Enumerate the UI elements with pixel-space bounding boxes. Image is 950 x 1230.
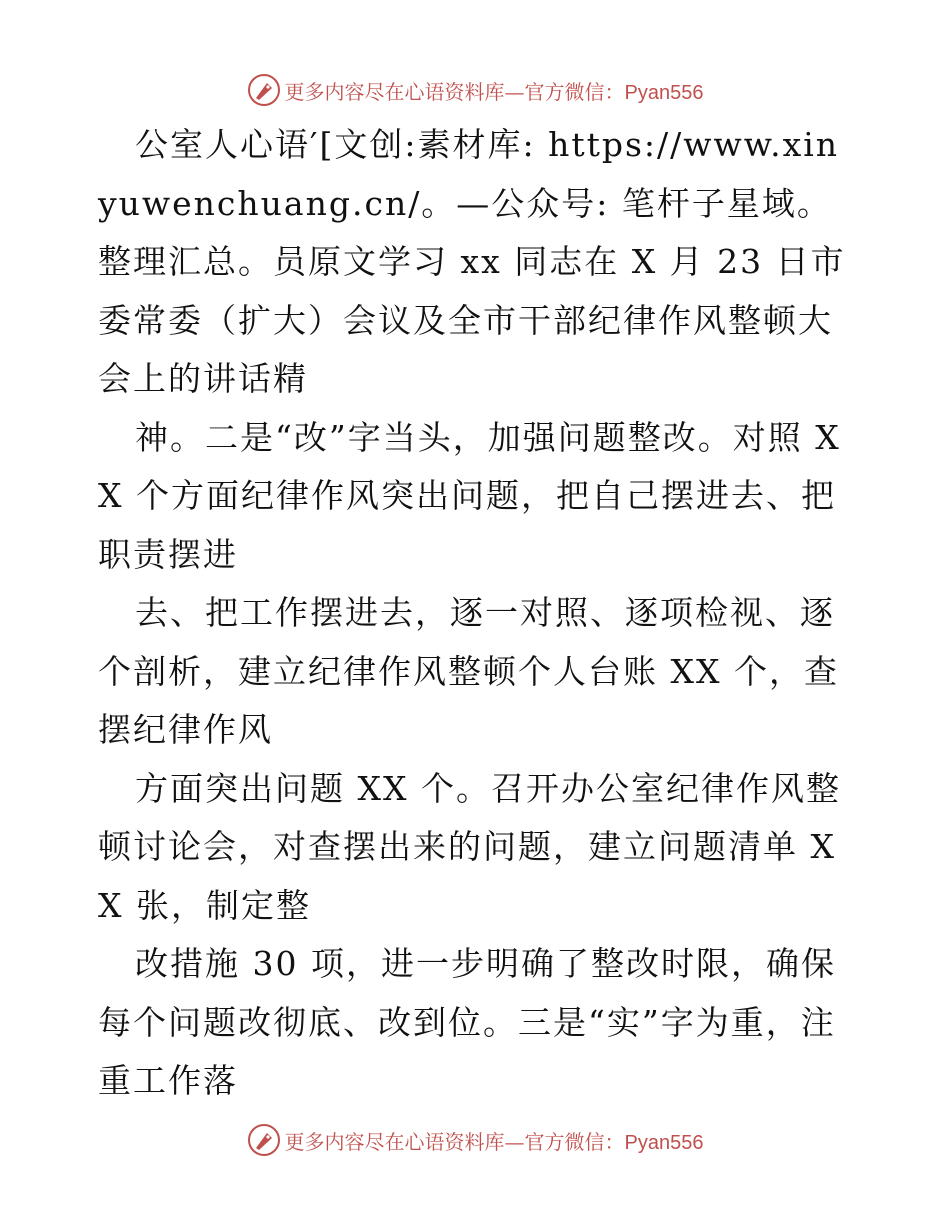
header-banner [0, 70, 950, 110]
paragraph-5: 改措施 30 项，进一步明确了整改时限，确保每个问题改彻底、改到位。三是“实”字为重，注重工作落 [98, 944, 836, 1100]
pen-nib-logo-icon [247, 1123, 281, 1157]
document-body [98, 116, 858, 1111]
footer-banner-text: 更多内容尽在心语资料库—官方微信：Pyan556 [284, 1129, 704, 1154]
paragraph-3: 去、把工作摆进去，逐一对照、逐项检视、逐个剖析，建立纪律作风整顿个人台账 XX 个，查摆纪律作风 [98, 593, 839, 749]
wechat-id: Pyan556 [624, 1131, 704, 1154]
paragraph-2: 神。二是“改”字当头，加强问题整改。对照 XX 个方面纪律作风突出问题，把自己摆进去、把职责摆进 [98, 417, 841, 574]
paragraph-1: 公室人心语′[文创:素材库: https://www.xinyuwenchuang.cn/。—公众号: 笔杆子星域。整理汇总。员原文学习 xx 同志在 X 月 23 日市委常委（扩大）会议及全市干部纪律作风整顿大会上的讲话精 [98, 125, 846, 398]
footer-banner [0, 1120, 950, 1160]
header-banner-text: 更多内容尽在心语资料库—官方微信：Pyan556 [284, 79, 704, 104]
wechat-id: Pyan556 [624, 81, 704, 104]
paragraph-4: 方面突出问题 XX 个。召开办公室纪律作风整顿讨论会，对查摆出来的问题，建立问题清单 XX 张，制定整 [98, 768, 841, 925]
pen-nib-logo-icon [247, 73, 281, 107]
